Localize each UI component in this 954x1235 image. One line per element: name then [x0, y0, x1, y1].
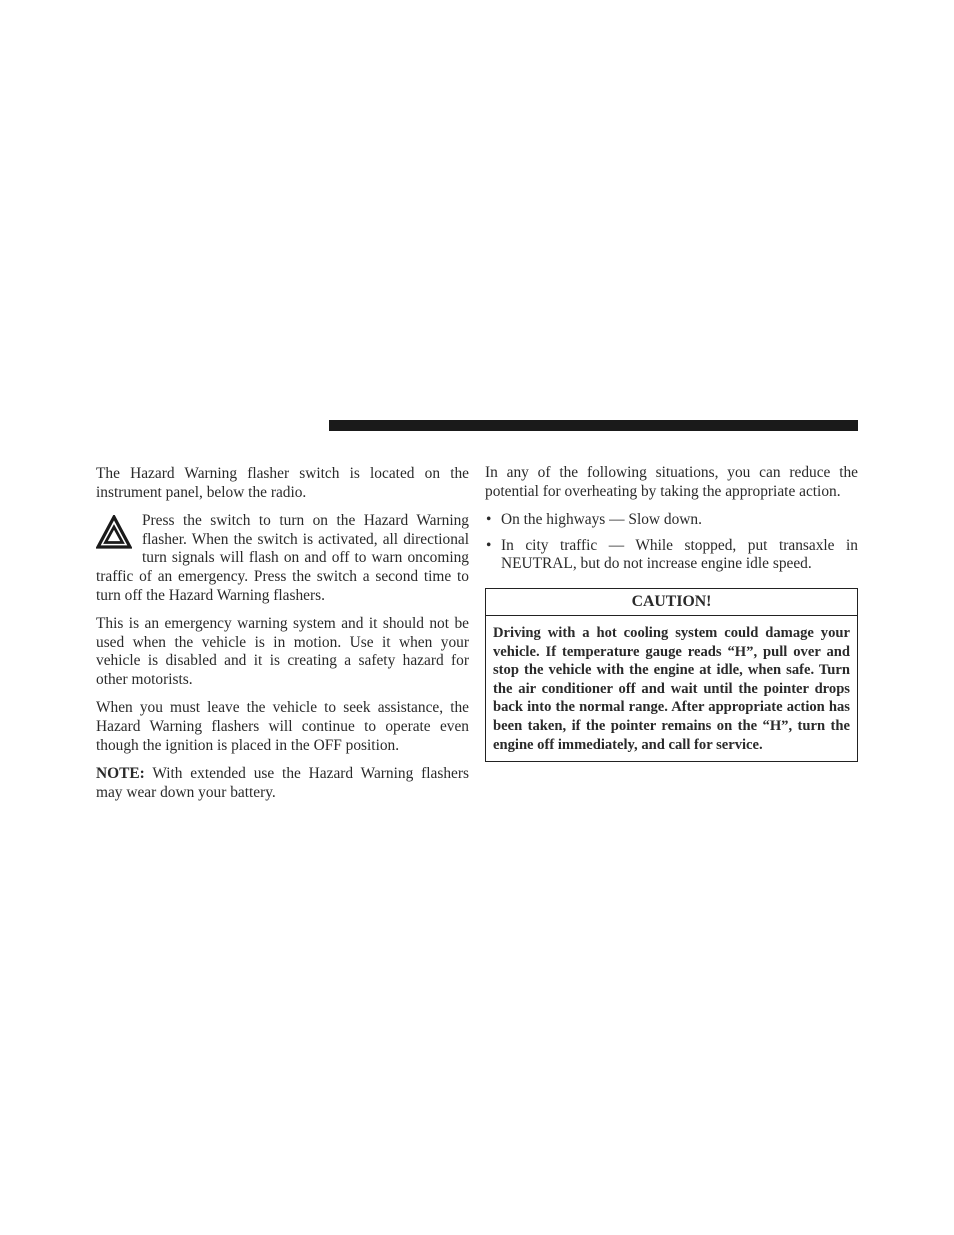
- bullet-dot: •: [486, 536, 492, 554]
- hazard-location-paragraph: The Hazard Warning flasher switch is located on the instrument panel, below the radio.: [96, 465, 469, 501]
- caution-body: Driving with a hot cooling system could damage your vehicle. If temperature gauge reads “H”, pull over and stop the vehicle with the engine at idle, when safe. Turn the air conditioner off and wait until the pointer drops back into the normal range. After appropriate action has been taken, if the pointer remains on the “H”, turn the engine off immediately, and call for service.: [493, 625, 850, 753]
- list-item-text: On the highways — Slow down.: [501, 510, 702, 528]
- section-header-bar: [329, 420, 858, 431]
- note-paragraph: [96, 765, 469, 802]
- emergency-system-paragraph: This is an emergency warning system and it should not be used when the vehicle is in motion. Use it when your vehicle is disabled and it is creating a safety hazard for other motorists.: [96, 614, 469, 689]
- left-column: [96, 465, 469, 812]
- overheating-intro-paragraph: In any of the following situations, you can reduce the potential for overheating by taking the appropriate action.: [485, 464, 858, 500]
- leave-vehicle-paragraph: When you must leave the vehicle to seek assistance, the Hazard Warning flashers will continue to operate even though the ignition is placed in the OFF position.: [96, 699, 469, 754]
- caution-title: CAUTION!: [486, 589, 857, 616]
- list-item: [485, 511, 858, 530]
- caution-box: [485, 588, 858, 762]
- hazard-switch-paragraph: [96, 512, 469, 606]
- hazard-switch-text: Press the switch to turn on the Hazard Warning flasher. When the switch is activated, all directional turn signals will flash on and off to warn oncoming traffic of an emergency. Press the switch a second time to turn off the Hazard Warning flashers.: [96, 511, 469, 604]
- list-item-text: In city traffic — While stopped, put transaxle in NEUTRAL, but do not increase engine idle speed.: [501, 536, 858, 573]
- note-label: NOTE:: [96, 764, 145, 782]
- right-column: [485, 464, 858, 762]
- situation-list: [485, 511, 858, 574]
- bullet-dot: •: [486, 510, 492, 528]
- list-item: [485, 537, 858, 574]
- note-text: With extended use the Hazard Warning flashers may wear down your battery.: [96, 764, 469, 801]
- hazard-warning-triangle-icon: [96, 515, 132, 551]
